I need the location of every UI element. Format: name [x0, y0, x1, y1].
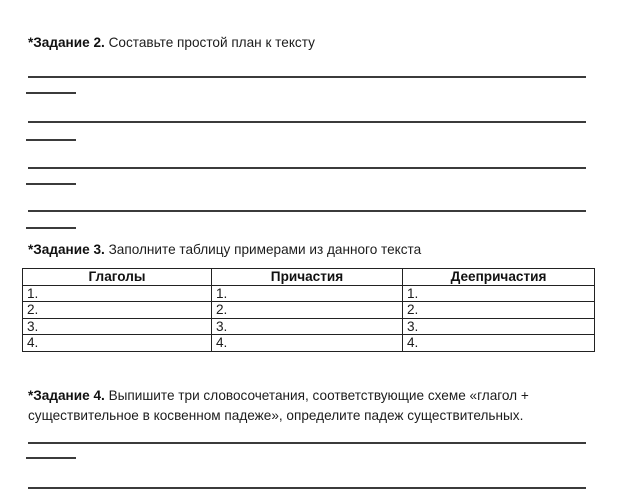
- table-row: [23, 335, 595, 352]
- adverbial-participles-cell-1: 1.: [403, 285, 595, 302]
- answer-blank-line: [28, 167, 586, 169]
- participles-cell-4: 4.: [212, 335, 403, 352]
- task2-instruction: Составьте простой план к тексту: [108, 35, 315, 50]
- verbs-cell-1: 1.: [23, 285, 212, 302]
- task4-heading: [28, 386, 600, 425]
- answer-blank-line: [28, 442, 586, 444]
- table-row: [23, 285, 595, 302]
- table-row: [23, 318, 595, 335]
- task4-instruction: Выпишите три словосочетания, соответствующие схеме «глагол + существительное в косвенном падеже», определите падеж существительных.: [28, 388, 529, 423]
- answer-blank-line: [28, 76, 586, 78]
- adverbial-participles-column-header: Деепричастия: [403, 269, 595, 286]
- answer-blank-line: [28, 487, 586, 489]
- adverbial-participles-cell-2: 2.: [403, 302, 595, 319]
- adverbial-participles-cell-4: 4.: [403, 335, 595, 352]
- verbs-cell-4: 4.: [23, 335, 212, 352]
- answer-blank-line-continuation: [26, 92, 76, 94]
- task4-label: *Задание 4.: [28, 388, 105, 403]
- participles-cell-2: 2.: [212, 302, 403, 319]
- answer-blank-line-continuation: [26, 183, 76, 185]
- task3-label: *Задание 3.: [28, 242, 105, 257]
- adverbial-participles-cell-3: 3.: [403, 318, 595, 335]
- verbs-column-header: Глаголы: [23, 269, 212, 286]
- answer-blank-line-continuation: [26, 457, 76, 459]
- participles-cell-3: 3.: [212, 318, 403, 335]
- table-row: [23, 302, 595, 319]
- verbs-cell-2: 2.: [23, 302, 212, 319]
- answer-blank-line-continuation: [26, 227, 76, 229]
- task2-heading: [28, 35, 315, 50]
- task3-heading: [28, 242, 421, 257]
- task3-instruction: Заполните таблицу примерами из данного текста: [108, 242, 422, 257]
- examples-table: [22, 268, 595, 352]
- participles-cell-1: 1.: [212, 285, 403, 302]
- verbs-cell-3: 3.: [23, 318, 212, 335]
- table-header-row: [23, 269, 595, 286]
- answer-blank-line: [28, 121, 586, 123]
- answer-blank-line: [28, 210, 586, 212]
- participles-column-header: Причастия: [212, 269, 403, 286]
- task2-label: *Задание 2.: [28, 35, 105, 50]
- answer-blank-line-continuation: [26, 139, 76, 141]
